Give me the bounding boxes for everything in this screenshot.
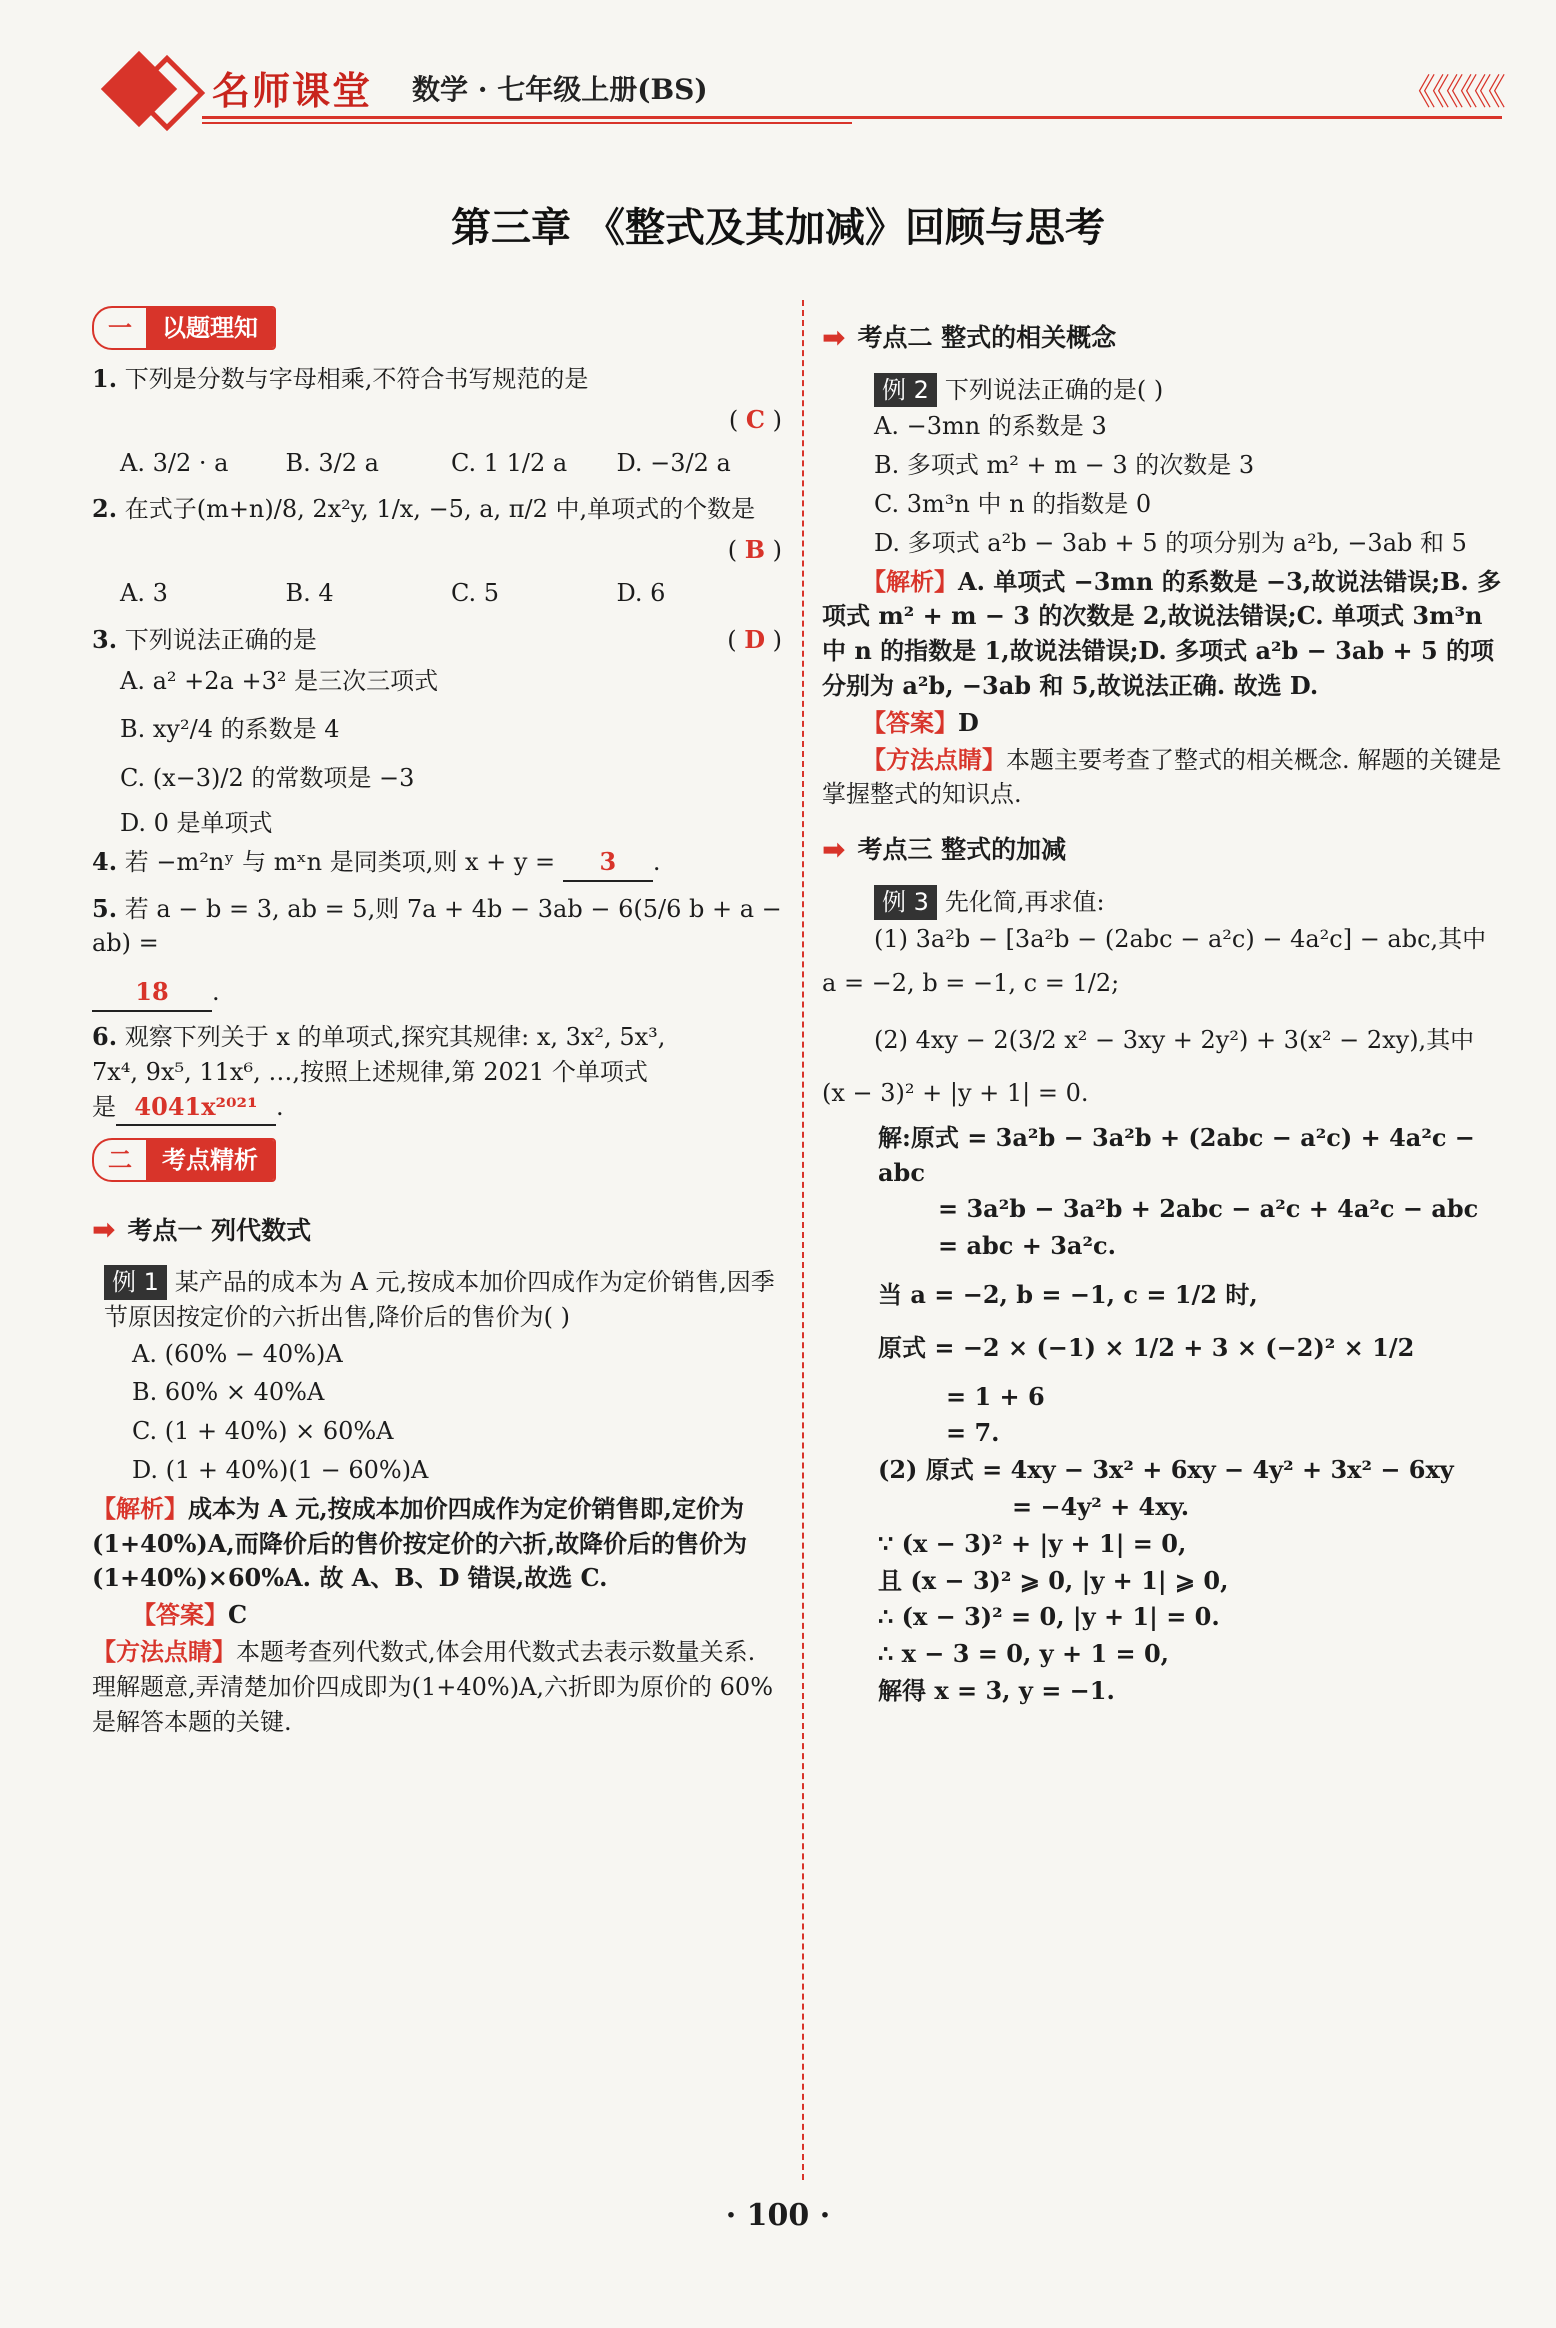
chevrons-icon: 《《《《《《 — [1399, 72, 1502, 113]
page-number: · 100 · — [725, 2198, 831, 2233]
question-2: 2. 在式子(m+n)/8, 2x²y, 1/x, −5, a, π/2 中,单项式的个数是 — [92, 494, 756, 524]
kd3-s6: = 1 + 6 — [946, 1381, 1045, 1411]
kd2-answer: 【答案】D — [862, 707, 979, 737]
kd3-s9: = −4y² + 4xy. — [1012, 1491, 1190, 1521]
options-2: A. 3 B. 4 C. 5 D. 6 — [120, 578, 666, 607]
question-3: 3. 下列说法正确的是 ( D ) — [92, 624, 782, 654]
header-rule — [202, 116, 1502, 119]
kd3-p1a: (1) 3a²b − [3a²b − (2abc − a²c) − 4a²c] − abc,其中 — [874, 924, 1487, 953]
right-column — [822, 300, 1512, 1711]
kd1-option-d: D. (1 + 40%)(1 − 60%)A — [132, 1455, 429, 1484]
column-divider — [802, 300, 804, 2180]
kd3-p1b: a = −2, b = −1, c = 1/2; — [822, 969, 1120, 998]
question-5: 5. 若 a − b = 3, ab = 5,则 7a + 4b − 3ab − 6(5/6 b + a − ab) = — [92, 893, 782, 958]
kd1-heading: ➡ 考点一 列代数式 — [92, 1210, 782, 1251]
subject-label: 数学 · 七年级上册(BS) — [412, 73, 708, 106]
kd2-stem: 例 2 下列说法正确的是( ) — [874, 373, 1512, 408]
section-tag-1: 一 以题理知 — [92, 306, 276, 350]
kd3-s10: ∵ (x − 3)² + |y + 1| = 0, — [878, 1528, 1187, 1558]
kd1-stem: 例 1 某产品的成本为 A 元,按成本加价四成作为定价销售,因季节原因按定价的六折出售,降价后的售价为( ) — [104, 1265, 782, 1335]
chapter-title: 第三章 《整式及其加减》回顾与思考 — [451, 205, 1105, 251]
kd3-s1: 解:原式 = 3a²b − 3a²b + (2abc − a²c) + 4a²c − abc — [878, 1122, 1475, 1187]
kd2-method: 【方法点睛】本题主要考查了整式的相关概念. 解题的关键是掌握整式的知识点. — [822, 744, 1502, 809]
kd2-option-b: B. 多项式 m² + m − 3 的次数是 3 — [874, 451, 1255, 480]
kd3-s13: ∴ x − 3 = 0, y + 1 = 0, — [878, 1639, 1170, 1669]
option-3a: A. a² +2a +3² 是三次三项式 — [120, 666, 439, 695]
page-header — [92, 56, 1512, 124]
kd1-answer: 【答案】C — [132, 1600, 248, 1630]
kd3-s14: 解得 x = 3, y = −1. — [878, 1675, 1115, 1705]
question-4: 4. 若 −m²nʸ 与 mˣn 是同类项,则 x + y = 3 . — [92, 845, 782, 882]
option-3c: C. (x−3)/2 的常数项是 −3 — [120, 764, 415, 793]
kd2-heading: ➡ 考点二 整式的相关概念 — [822, 318, 1512, 359]
kd3-s11: 且 (x − 3)² ⩾ 0, |y + 1| ⩾ 0, — [878, 1565, 1229, 1595]
kd3-s5: 原式 = −2 × (−1) × 1/2 + 3 × (−2)² × 1/2 — [878, 1332, 1415, 1362]
kd3-s3: = abc + 3a²c. — [938, 1231, 1116, 1261]
kd3-p2a: (2) 4xy − 2(3/2 x² − 3xy + 2y²) + 3(x² − 2xy),其中 — [874, 1026, 1475, 1055]
option-3b: B. xy²/4 的系数是 4 — [120, 715, 340, 744]
options-1: A. 3/2 · a B. 3/2 a C. 1 1/2 a D. −3/2 a — [120, 448, 731, 477]
kd3-s4: 当 a = −2, b = −1, c = 1/2 时, — [878, 1279, 1258, 1309]
kd3-s8: (2) 原式 = 4xy − 3x² + 6xy − 4y² + 3x² − 6xy — [878, 1455, 1454, 1485]
kd3-s2: = 3a²b − 3a²b + 2abc − a²c + 4a²c − abc — [938, 1194, 1479, 1224]
option-3d: D. 0 是单项式 — [120, 808, 273, 837]
left-column — [92, 300, 782, 1741]
question-6: 6. 观察下列关于 x 的单项式,探究其规律: x, 3x², 5x³, 7x⁴, 9x⁵, 11x⁶, …,按照上述规律,第 2021 个单项式 是 4041x²⁰²¹ . — [92, 1020, 782, 1126]
brand-title: 名师课堂 — [212, 69, 373, 113]
answer-2: ( B ) — [727, 535, 782, 565]
arrow-icon: ➡ — [92, 1213, 116, 1247]
kd2-option-c: C. 3m³n 中 n 的指数是 0 — [874, 489, 1152, 518]
arrow-icon: ➡ — [822, 833, 846, 867]
header-rule-2 — [202, 122, 852, 124]
arrow-icon: ➡ — [822, 321, 846, 354]
kd1-option-a: A. (60% − 40%)A — [132, 1339, 343, 1368]
kd3-s7: = 7. — [946, 1418, 1000, 1448]
kd3-s12: ∴ (x − 3)² = 0, |y + 1| = 0. — [878, 1602, 1220, 1632]
question-5-blank: 18 . — [92, 975, 782, 1012]
kd2-analysis: 【解析】A. 单项式 −3mn 的系数是 −3,故说法错误;B. 多项式 m² + m − 3 的次数是 2,故说法错误;C. 单项式 3m³n 中 n 的指数是 1,故说法错误;D. 多项式 a²b − 3ab + 5 的项分别为 a²b, −3ab 和 5,故说法正确. 故选 D. — [822, 566, 1502, 700]
kd1-method: 【方法点睛】本题考查列代数式,体会用代数式去表示数量关系. 理解题意,弄清楚加价四成即为(1+40%)A,六折即为原价的 60% 是解答本题的关键. — [92, 1636, 774, 1736]
kd3-p2b: (x − 3)² + |y + 1| = 0. — [822, 1078, 1089, 1107]
kd2-option-a: A. −3mn 的系数是 3 — [874, 412, 1107, 441]
kd3-stem: 例 3 先化简,再求值: — [874, 885, 1512, 920]
section-tag-2: 二 考点精析 — [92, 1138, 276, 1182]
question-1: 1. 下列是分数与字母相乘,不符合书写规范的是 — [92, 364, 589, 393]
kd1-analysis: 【解析】成本为 A 元,按成本加价四成作为定价销售即,定价为(1+40%)A,而降价后的售价按定价的六折,故降价后的售价为(1+40%)×60%A. 故 A、B、D 错误,故选 C. — [92, 1493, 748, 1593]
kd1-option-b: B. 60% × 40%A — [132, 1378, 325, 1407]
kd1-option-c: C. (1 + 40%) × 60%A — [132, 1417, 394, 1446]
answer-1: ( C ) — [728, 404, 782, 434]
kd2-option-d: D. 多项式 a²b − 3ab + 5 的项分别为 a²b, −3ab 和 5 — [874, 528, 1467, 557]
kd3-heading: ➡ 考点三 整式的加减 — [822, 830, 1512, 871]
